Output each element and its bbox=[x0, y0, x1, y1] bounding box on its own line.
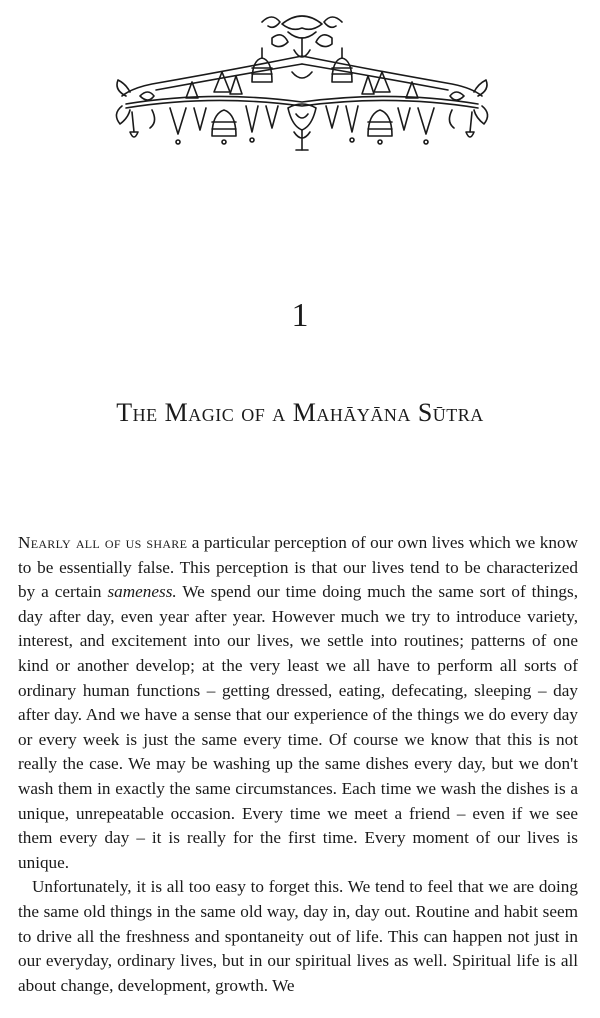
emphasized-word: sameness. bbox=[107, 582, 177, 602]
chapter-body bbox=[18, 531, 578, 998]
chapter-title: The Magic of a Mahāyāna Sūtra bbox=[116, 398, 484, 427]
paragraph-text: a particular perception of our own lives which we know to be essentially false. This perception is that our lives tend to be characterized by a certain bbox=[18, 533, 578, 602]
paragraph bbox=[18, 531, 578, 875]
chapter-number: 1 bbox=[291, 297, 309, 334]
paragraph: Unfortunately, it is all too easy to forget this. We tend to feel that we are doing the same old things in the same old way, day in, day out. Routine and habit seem to drive all the freshness and spontaneity out of life. This can happen not just in our everyday, ordinary lives, but in our spiritual lives as well. Spiritual life is all about change, development, growth. We bbox=[18, 877, 578, 995]
paragraph-text: We spend our time doing much the same sort of things, day after day, even year after year. However much we try to introduce variety, interest, and excitement into our lives, we settle into routines; patterns of one kind or another develop; at the very least we all have to perform all sorts of ordinary human functions – getting dressed, eating, defecating, sleeping – day after day. And we have a sense that our experience of the things we do every day or every week is just the same every time. Of course we know that this is not really the case. We may be washing up the same dishes every day, but we don't wash them in exactly the same circumstances. Each time we wash the dishes is a unique, unrepeatable occasion. Every time we meet a friend – even if we see them every day – it is really for the first time. Every moment of our lives is unique. bbox=[18, 582, 578, 872]
crest-ornament bbox=[262, 16, 342, 57]
temple-bells-ornament-icon bbox=[112, 10, 492, 160]
center-motif bbox=[288, 104, 316, 150]
paragraph-lead-in: Nearly all of us share bbox=[18, 533, 188, 552]
